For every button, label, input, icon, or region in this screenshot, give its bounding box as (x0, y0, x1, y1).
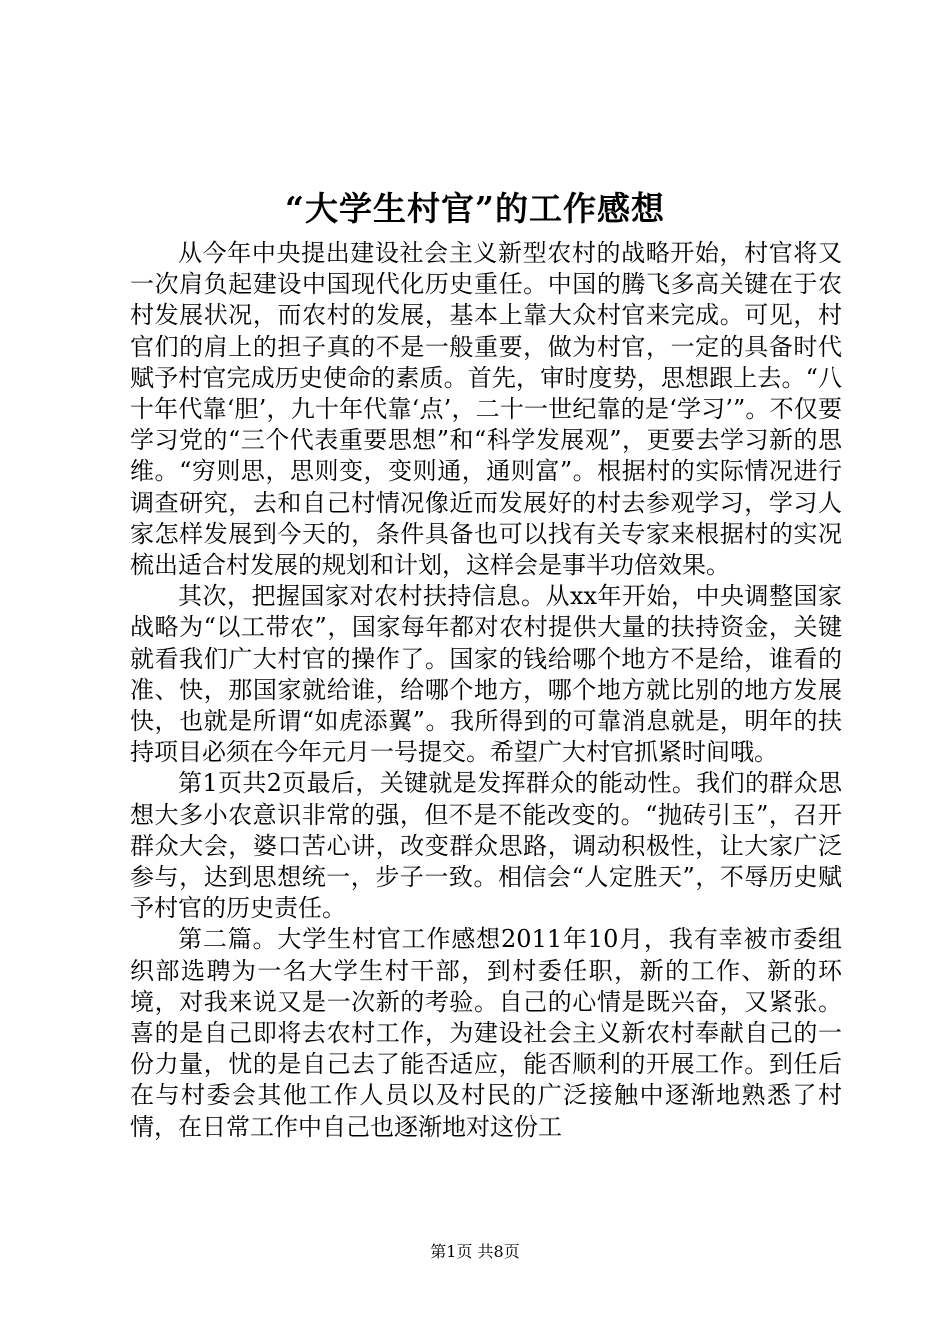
page-footer: 第1页 共8页 (430, 1242, 520, 1261)
paragraph-3: 第1页共2页最后，关键就是发挥群众的能动性。我们的群众思想大多小农意识非常的强，但不是不能改变的。“抛砖引玉”，召开群众大会，婆口苦心讲，改变群众思路，调动积极性，让大家广泛参与，达到思想统一，步子一致。相信会“人定胜天”，不辱历史赋予村官的历史责任。 (130, 769, 842, 923)
document-body (130, 238, 842, 1143)
document-title: “大学生村官”的工作感想 (285, 189, 665, 228)
paragraph-2: 其次，把握国家对农村扶持信息。从xx年开始，中央调整国家战略为“以工带农”，国家每年都对农村提供大量的扶持资金，关键就看我们广大村官的操作了。国家的钱给哪个地方不是给，谁看的准、快，那国家就给谁，给哪个地方，哪个地方就比别的地方发展快，也就是所谓“如虎添翼”。我所得到的可靠消息就是，明年的扶持项目必须在今年元月一号提交。希望广大村官抓紧时间哦。 (130, 582, 842, 767)
paragraph-1: 从今年中央提出建设社会主义新型农村的战略开始，村官将又一次肩负起建设中国现代化历史重任。中国的腾飞多高关键在于农村发展状况，而农村的发展，基本上靠大众村官来完成。可见，村官们的肩上的担子真的不是一般重要，做为村官，一定的具备时代赋予村官完成历史使命的素质。首先，审时度势，思想跟上去。“八十年代靠‘胆’，九十年代靠‘点’，二十一世纪靠的是‘学习’”。不仅要学习党的“三个代表重要思想”和“科学发展观”，更要去学习新的思维。“穷则思，思则变，变则通，通则富”。根据村的实际情况进行调查研究，去和自己村情况像近而发展好的村去参观学习，学习人家怎样发展到今天的，条件具备也可以找有关专家来根据村的实况梳出适合村发展的规划和计划，这样会是事半功倍效果。 (130, 239, 842, 580)
paragraph-4: 第二篇。大学生村官工作感想2011年10月，我有幸被市委组织部选聘为一名大学生村干部，到村委任职，新的工作、新的环境，对我来说又是一次新的考验。自己的心情是既兴奋，又紧张。喜的是自己即将去农村工作，为建设社会主义新农村奉献自己的一份力量，忧的是自己去了能否适应，能否顺利的开展工作。到任后在与村委会其他工作人员以及村民的广泛接触中逐渐地熟悉了村情，在日常工作中自己也逐渐地对这份工 (130, 925, 842, 1141)
